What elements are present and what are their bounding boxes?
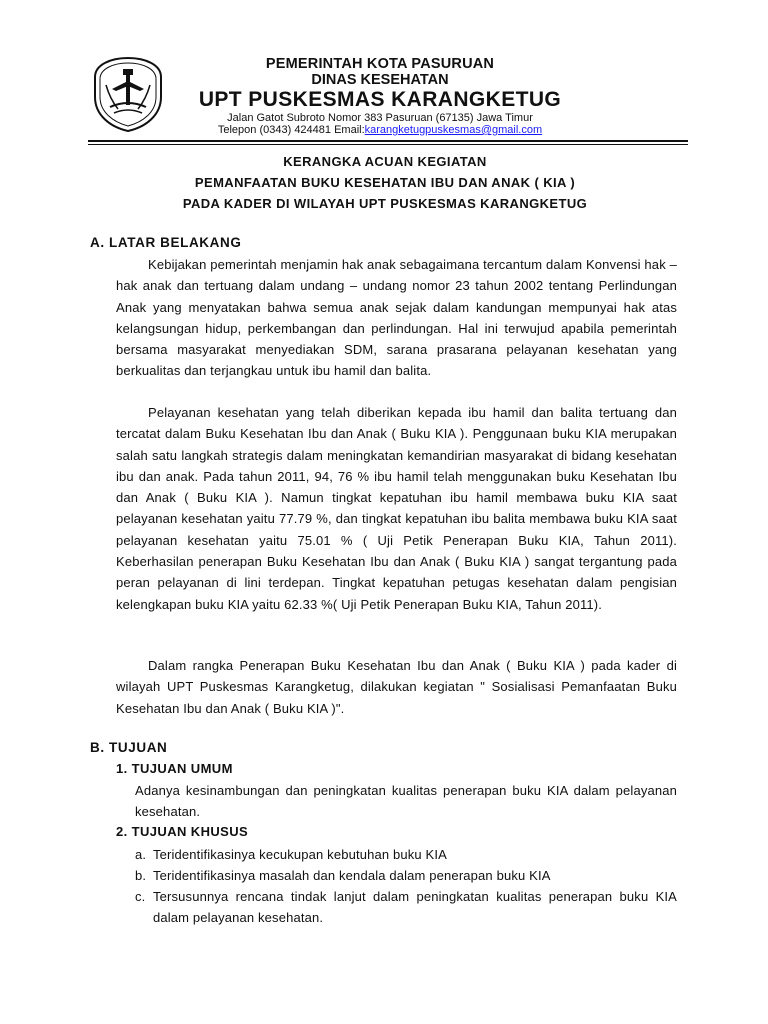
city-emblem-logo <box>92 55 164 133</box>
list-item-label: b. <box>135 868 147 883</box>
general-objective-heading: 1. TUJUAN UMUM <box>116 761 233 776</box>
background-paragraph-1: Kebijakan pemerintah menjamin hak anak sebagaimana tercantum dalam Konvensi hak – hak anak dan tertuang dalam undang – undang nomor 23 tahun 2002 tentang Perlindungan Anak yang menyatakan bahwa semua anak sejak dalam kandungan mempunyai hak atas kelangsungan hidup, perkembangan dan perlindungan. Hal ini terwujud apabila pemerintah bersama masyarakat menyediakan SDM, sarana prasarana pelayanan kesehatan yang berkualitas dan terjangkau untuk ibu hamil dan balita. <box>116 257 677 379</box>
list-item-text: Teridentifikasinya kecukupan kebutuhan buku KIA <box>153 847 447 862</box>
institution-name: UPT PUSKESMAS KARANGKETUG <box>198 88 562 111</box>
list-item-label: c. <box>135 889 146 904</box>
specific-objective-heading: 2. TUJUAN KHUSUS <box>116 824 249 839</box>
phone-label: Telepon (0343) 424481 Email: <box>217 124 365 136</box>
contact-line <box>170 124 590 136</box>
section-a-heading: A. LATAR BELAKANG <box>90 235 242 250</box>
document-title-block <box>80 151 690 214</box>
background-paragraph-3: Dalam rangka Penerapan Buku Kesehatan Ibu dan Anak ( Buku KIA ) pada kader di wilayah UPT Puskesmas Karangketug, dilakukan kegiatan " Sosialisasi Pemanfaatan Buku Kesehatan Ibu dan Anak ( Buku KIA )". <box>116 658 677 716</box>
document-subtitle-2: PADA KADER DI WILAYAH UPT PUSKESMAS KARANGKETUG <box>182 196 588 211</box>
list-item-text: Teridentifikasinya masalah dan kendala dalam penerapan buku KIA <box>153 868 551 883</box>
government-name: PEMERINTAH KOTA PASURUAN <box>265 56 495 72</box>
email-link[interactable]: karangketugpuskesmas@gmail.com <box>364 124 543 136</box>
section-b-heading: B. TUJUAN <box>90 740 168 755</box>
letterhead-rule-thick <box>88 140 688 142</box>
document-title: KERANGKA ACUAN KEGIATAN <box>283 154 487 169</box>
address: Jalan Gatot Subroto Nomor 383 Pasuruan (67135) Jawa Timur <box>227 112 533 124</box>
letterhead <box>170 56 590 136</box>
list-item-label: a. <box>135 847 147 862</box>
general-objective-text: Adanya kesinambungan dan peningkatan kualitas penerapan buku KIA dalam pelayanan kesehatan. <box>135 783 677 820</box>
list-item <box>135 844 677 865</box>
list-item-text: Tersusunnya rencana tindak lanjut dalam peningkatan kualitas penerapan buku KIA dalam pelayanan kesehatan. <box>153 889 677 926</box>
background-paragraph-2: Pelayanan kesehatan yang telah diberikan kepada ibu hamil dan balita tertuang dan tercatat dalam Buku Kesehatan Ibu dan Anak ( Buku KIA ). Penggunaan buku KIA merupakan salah satu langkah strategis dalam meningkatan kemandirian masyarakat di bidang kesehatan ibu dan anak. Pada tahun 2011, 94, 76 % ibu hamil telah menggunakan buku Kesehatan Ibu dan Anak ( Buku KIA ). Namun tingkat kepatuhan ibu hamil membawa buku KIA saat pelayanan kesehatan yaitu 77.79 %, dan tingkat kepatuhan ibu balita membawa buku KIA saat pelayanan kesehatan yaitu 75.01 % ( Uji Petik Penerapan Buku KIA, Tahun 2011). Keberhasilan penerapan Buku Kesehatan Ibu dan Anak ( Buku KIA ) sangat tergantung pada peran pelayanan di lini terdepan. Tingkat kepatuhan petugas kesehatan dalam pengisian kelengkapan buku KIA yaitu 62.33 %( Uji Petik Penerapan Buku KIA, Tahun 2011). <box>116 405 677 612</box>
document-subtitle: PEMANFAATAN BUKU KESEHATAN IBU DAN ANAK ( KIA ) <box>194 175 576 190</box>
list-item <box>135 865 677 886</box>
list-item <box>135 886 677 929</box>
letterhead-rule-thin <box>88 144 688 145</box>
department-name: DINAS KESEHATAN <box>311 72 449 88</box>
